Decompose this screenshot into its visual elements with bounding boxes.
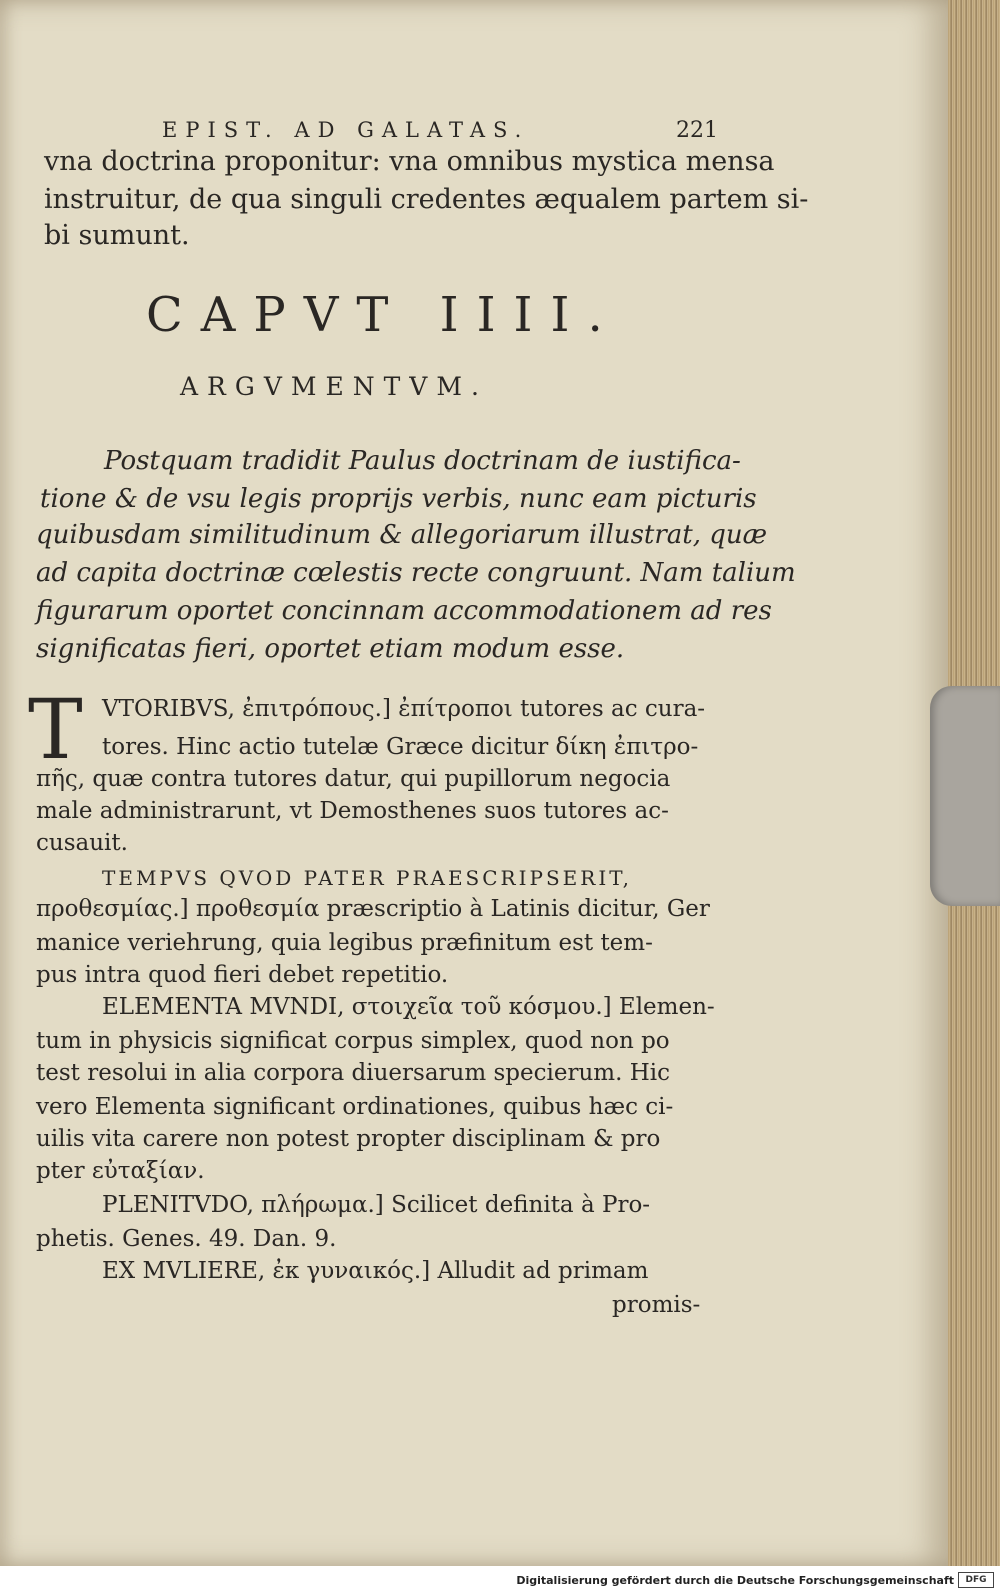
commentary-line: male administrarunt, vt Demosthenes suos tutores ac-	[36, 798, 669, 824]
argument-line: ad capita doctrinæ cœlestis recte congruunt. Nam talium	[36, 558, 796, 588]
commentary-line: phetis. Genes. 49. Dan. 9.	[36, 1226, 337, 1252]
commentary-line: uilis vita carere non potest propter disciplinam & pro	[36, 1126, 661, 1152]
commentary-line: vero Elementa significant ordinationes, quibus hæc ci-	[36, 1094, 674, 1120]
argument-line: figurarum oportet concinnam accommodationem ad res	[36, 596, 772, 626]
lemma-line: TEMPVS QVOD PATER PRAESCRIPSERIT,	[102, 866, 632, 890]
lemma-line: ELEMENTA MVNDI, στοιχεῖα τοῦ κόσμου.] Elemen-	[102, 994, 715, 1020]
digitization-credit: Digitalisierung gefördert durch die Deutsche Forschungsgemeinschaft	[516, 1574, 954, 1587]
bookmark-tab	[930, 686, 1000, 906]
argument-line: significatas fieri, oportet etiam modum esse.	[36, 634, 625, 664]
chapter-title: CAPVT IIII.	[146, 287, 621, 343]
text-line: instruitur, de qua singuli credentes æqualem partem si-	[44, 184, 809, 215]
running-title: EPIST. AD GALATAS.	[162, 118, 530, 142]
text-line: vna doctrina proponitur: vna omnibus mystica mensa	[44, 146, 775, 177]
lemma-line: PLENITVDO, πλήρωμα.] Scilicet definita à Pro-	[102, 1192, 651, 1218]
argument-title: ARGVMENTVM.	[180, 372, 488, 401]
commentary-line: προθεσμίας.] προθεσμία præscriptio à Latinis dicitur, Ger	[36, 896, 710, 922]
argument-line: tione & de vsu legis proprijs verbis, nunc eam picturis	[40, 484, 757, 514]
commentary-line: πῆς, quæ contra tutores datur, qui pupillorum negocia	[36, 766, 671, 792]
commentary-line: tores. Hinc actio tutelæ Græce dicitur δίκη ἐπιτρο-	[102, 734, 699, 760]
page-number: 221	[676, 118, 718, 143]
commentary-line: cusauit.	[36, 830, 128, 856]
argument-line: Postquam tradidit Paulus doctrinam de iustifica-	[104, 446, 741, 476]
argument-line: quibusdam similitudinum & allegoriarum illustrat, quæ	[36, 520, 768, 550]
dfg-logo: DFG	[958, 1572, 994, 1588]
drop-capital: T	[28, 683, 83, 778]
commentary-line: tum in physicis significat corpus simplex, quod non po	[36, 1028, 670, 1054]
catchword: promis-	[612, 1292, 701, 1318]
lemma-line: EX MVLIERE, ἐκ γυναικός.] Alludit ad primam	[102, 1258, 649, 1284]
commentary-line: pus intra quod fieri debet repetitio.	[36, 962, 449, 988]
commentary-line: pter εὐταξίαν.	[36, 1158, 205, 1184]
text-line: bi sumunt.	[44, 220, 190, 251]
commentary-line: manice veriehrung, quia legibus præfinitum est tem-	[36, 930, 653, 956]
commentary-line: test resolui in alia corpora diuersarum specierum. Hic	[36, 1060, 671, 1086]
commentary-line: VTORIBVS, ἐπιτρόπους.] ἐπίτροποι tutores ac cura-	[102, 696, 706, 722]
